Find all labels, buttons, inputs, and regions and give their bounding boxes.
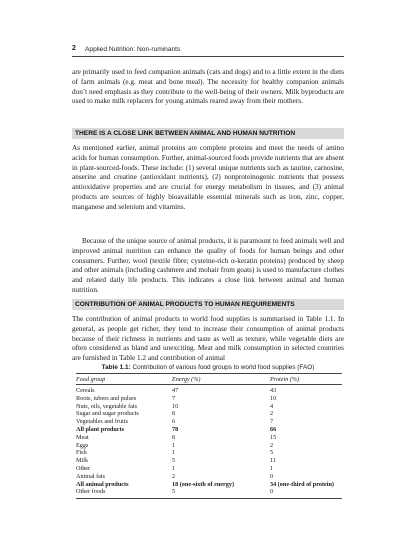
cell-protein: 5: [270, 449, 274, 457]
cell-protein: 0: [270, 472, 274, 480]
cell-energy: 1: [172, 464, 176, 472]
table-row: [76, 418, 342, 426]
cell-food-group: Eggs: [76, 441, 89, 449]
cell-protein: 34 (one-third of protein): [270, 480, 334, 488]
cell-energy: 18 (one-sixth of energy): [172, 480, 235, 488]
table-row: [76, 410, 342, 418]
header-protein: Protein (%): [270, 375, 300, 383]
section-heading-1: THERE IS A CLOSE LINK BETWEEN ANIMAL AND HUMAN NUTRITION: [72, 128, 344, 139]
table-bottom-rule: [76, 496, 342, 499]
table-caption-text: Contribution of various food groups to world food supplies (FAO): [130, 364, 315, 371]
cell-protein: 15: [270, 433, 277, 441]
food-supply-table: [76, 373, 342, 499]
cell-protein: 66: [270, 425, 277, 433]
table-row: [76, 403, 342, 411]
cell-food-group: Fish: [76, 449, 87, 457]
cell-food-group: Vegetables and fruits: [76, 418, 128, 426]
table-row: [76, 473, 342, 481]
cell-food-group: Animal fats: [76, 472, 106, 480]
cell-protein: 10: [270, 394, 277, 402]
paragraph-2: As mentioned earlier, animal proteins are complete proteins and meet the needs of amino acids for human consumption. Further, animal-sourced foods provide nutrients that are absent in plant-sourced-foods. These include: (1) several unique nutrients such as taurine, carnosine, anserine and creatine (antioxidant nutrients), (2) nonproteinogenic nutrients that possess antioxidative properties and are crucial for energy metabolism in tissues, and (3) animal products are sources of highly bioavailable essential minerals such as iron, zinc, copper, manganese and selenium and vitamins.: [72, 144, 344, 211]
table-header-row: [76, 373, 342, 385]
cell-protein: 7: [270, 418, 274, 426]
cell-food-group: Roots, tubers and pulses: [76, 394, 137, 402]
cell-food-group: Cereals: [76, 387, 95, 394]
cell-energy: 7: [172, 394, 176, 402]
cell-food-group: Meat: [76, 433, 89, 441]
cell-protein: 2: [270, 441, 274, 449]
table-row: [76, 457, 342, 465]
cell-energy: 10: [172, 402, 179, 410]
table-row: [76, 488, 342, 496]
table-row: [76, 395, 342, 403]
paragraph-4: The contribution of animal products to world food supplies is summarised in Table 1.1. In general, as people get richer, they tend to increase their consumption of animal products because of their richness in nutrients and taste as well as texture, while vegetable diets are often considered as bland and unexciting. Meat and milk consumption in selected countries are furnished in Table 1.2 and contribution of animal: [72, 315, 344, 363]
cell-protein: 0: [270, 488, 274, 496]
paragraph-1: are primarily used to feed companion animals (cats and dogs) and to a little extent in the diets of farm animals (e.g. meat and bone meal). The necessity for healthy companion animals don’t need emphasis as they contribute to the well-being of their owners. Milk byproducts are used to make milk replacers for young animals reared away from their mothers.: [72, 68, 344, 106]
cell-energy: 8: [172, 433, 176, 441]
cell-energy: 1: [172, 449, 176, 457]
cell-food-group: All plant products: [76, 425, 125, 433]
cell-energy: 5: [172, 488, 176, 496]
table-row: [76, 442, 342, 450]
cell-energy: 6: [172, 418, 176, 426]
header-energy: Energy (%): [172, 375, 201, 383]
table-row: [76, 434, 342, 442]
running-header: [72, 44, 344, 57]
table-caption-label: Table 1.1:: [101, 364, 131, 371]
cell-energy: 2: [172, 472, 176, 480]
cell-energy: 5: [172, 457, 176, 465]
cell-protein: 43: [270, 387, 277, 394]
cell-protein: 1: [270, 464, 274, 472]
cell-energy: 8: [172, 410, 176, 418]
cell-food-group: Nuts, oils, vegetable fats: [76, 402, 138, 410]
cell-food-group: Other foods: [76, 488, 106, 496]
cell-food-group: Milk: [76, 457, 89, 465]
table-row: [76, 481, 342, 489]
table-row: [76, 465, 342, 473]
cell-food-group: All animal products: [76, 480, 129, 488]
cell-food-group: Other: [76, 464, 91, 472]
header-food-group: Food group: [76, 375, 106, 383]
table-row: [76, 426, 342, 434]
cell-energy: 1: [172, 441, 176, 449]
cell-protein: 4: [270, 402, 274, 410]
section-heading-2: CONTRIBUTION OF ANIMAL PRODUCTS TO HUMAN REQUIREMENTS: [72, 299, 344, 310]
cell-energy: 47: [172, 387, 179, 394]
cell-protein: 11: [270, 457, 276, 465]
page-number: 2: [72, 45, 76, 52]
table-row: [76, 387, 342, 395]
running-title: Applied Nutrition: Non-ruminants: [85, 45, 181, 53]
paragraph-3: Because of the unique source of animal products, it is paramount to feed animals well and improved animal nutrition can enhance the quality of foods for human beings and other consumers. Further, wool (textile fibre; cysteine-rich α-keratin proteins) produced by sheep and other animals (including cashmere and mohair from goats) is used to manufacture clothes and related daily life products. This indicates a close link between animal and human nutrition.: [72, 237, 344, 294]
cell-protein: 2: [270, 410, 274, 418]
table-body: [76, 387, 342, 496]
table-caption: [72, 364, 344, 371]
table-row: [76, 449, 342, 457]
cell-energy: 78: [172, 425, 179, 433]
cell-food-group: Sugar and sugar products: [76, 410, 139, 418]
